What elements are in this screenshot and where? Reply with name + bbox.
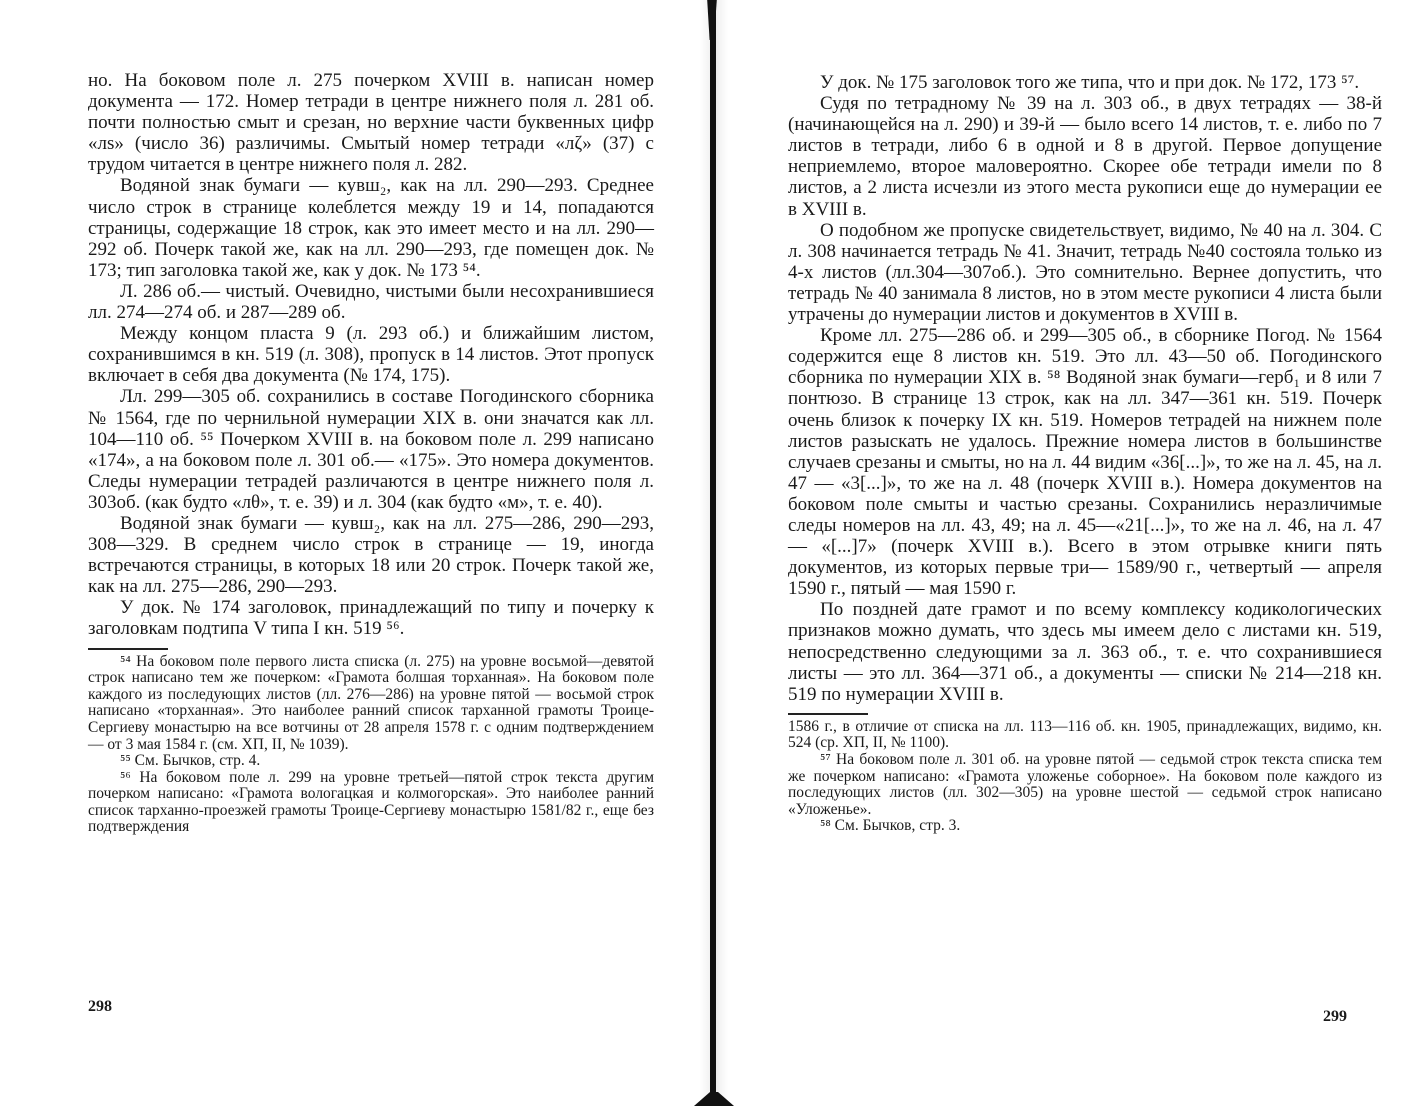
paragraph: Водяной знак бумаги — кувш₂, как на лл. 275—286, 290—293, 308—329. В среднем число строк в странице — 19, иногда встречаются страницы, в которых 18 или 20 строк. Почерк такой же, как на лл. 275—286, 290—293. [88, 512, 654, 598]
right-page-body [788, 72, 1382, 835]
footnote: ⁵⁶ На боковом поле л. 299 на уровне третьей—пятой строк текста другим почерком написано: «Грамота вологацкая и колмогорская». Это наиболее ранний список тарханно-проезжей грамоты Троице-Сергиеву монастырю 1581/82 г., еще без подтверждения [88, 768, 654, 836]
paragraph: но. На боковом поле л. 275 почерком XVIII в. написан номер документа — 172. Номер тетради в центре нижнего поля л. 281 об. почти полностью смыт и срезан, но верхние части буквенных цифр «лѕ» (число 36) различимы. Смытый номер тетради «лζ» (37) с трудом читается в центре нижнего поля л. 282. [88, 70, 654, 176]
footnote: 1586 г., в отличие от списка на лл. 113—116 об. кн. 1905, принадлежащих, видимо, кн. 524 (ср. ХП, II, № 1100). [788, 717, 1382, 752]
footnote: ⁵⁵ См. Бычков, стр. 4. [120, 752, 261, 770]
paragraph: По поздней дате грамот и по всему комплексу кодикологических признаков можно думать, что здесь мы имеем дело с листами кн. 519, непосредственно следующими за л. 363 об., т. е. что сохранившиеся листы — это лл. 364—371 об., а документы — списки № 214—218 кн. 519 по нумерации XVIII в. [788, 599, 1382, 705]
paragraph: Судя по тетрадному № 39 на л. 303 об., в двух тетрадях — 38-й (начинающейся на л. 290) и 39-й — было всего 14 листов, т. е. либо по 7 листов в тетради, либо 6 в одной и 8 в другой. Первое допущение неприемлемо, второе маловероятно. Скорее обе тетради имели по 8 листов, а 2 листа исчезли из этого места рукописи еще до нумерации ее в XVIII в. [788, 93, 1382, 220]
footnote: ⁵⁸ См. Бычков, стр. 3. [820, 817, 961, 835]
paragraph: Лл. 299—305 об. сохранились в составе Погодинского сборника № 1564, где по чернильной нумерации XIX в. они значатся как лл. 104—110 об. ⁵⁵ Почерком XVIII в. на боковом поле л. 299 написано «174», а на боковом поле л. 301 об.— «175». Это номера документов. Следы нумерации тетрадей различаются в центре нижнего поля л. 303об. (как будто «лθ», т. е. 39) и л. 304 (как будто «м», т. е. 40). [88, 386, 654, 513]
paragraph: У док. № 175 заголовок того же типа, что и при док. № 172, 173 ⁵⁷. [820, 72, 1360, 93]
right-page [728, 0, 1427, 1106]
footnote-divider [88, 648, 168, 650]
book-spine [710, 0, 716, 1106]
paragraph: Кроме лл. 275—286 об. и 299—305 об., в сборнике Погод. № 1564 содержится еще 8 листов кн. 519. Это лл. 43—50 об. Погодинского сборника по нумерации XIX в. ⁵⁸ Водяной знак бумаги—герб₁ и 8 или 7 понтюзо. В странице 13 строк, как на лл. 347—361 кн. 519. Почерк очень близок к почерку IX кн. 519. Номеров тетрадей на нижнем поле листов разыскать не удалось. Прежние номера листов в большинстве случаев срезаны и смыты, но на л. 44 видим «36[...]», то же на л. 45, на л. 47 — «3[...]», то же на л. 48 (почерк XVIII в.). Номера документов на боковом поле смыты и частью срезаны. Сохранились неразличимые следы номеров на лл. 43, 49; на л. 45—«21[...]», то же на л. 46, на л. 47 — «[...]7» (почерк XVIII в.). Всего в этом отрывке книги пять документов, из которых первые три— 1589/90 г., четвертый — апреля 1590 г., пятый — мая 1590 г. [788, 325, 1382, 600]
left-page-body [88, 70, 654, 836]
paragraph: О подобном же пропуске свидетельствует, видимо, № 40 на л. 304. С л. 308 начинается тетрадь № 41. Значит, тетрадь №40 состояла только из 4-х листов (лл.304—307об.). Это сомнительно. Вернее допустить, что тетрадь № 40 занимала 8 листов, но в этом месте рукописи 4 листа были утрачены до нумерации листов и документов в XVIII в. [788, 219, 1382, 326]
footnote-divider [788, 713, 868, 715]
page-number: 298 [88, 998, 112, 1015]
paragraph: У док. № 174 заголовок, принадлежащий по типу и почерку к заголовкам подтипа V типа I кн. 519 ⁵⁶. [88, 597, 654, 640]
paragraph: Водяной знак бумаги — кувш₂, как на лл. 290—293. Среднее число строк в странице колеблется между 19 и 14, попадаются страницы, содержащие 18 строк, как это имеет место и на лл. 290—292 об. Почерк такой же, как на лл. 290—293, где помещен док. № 173; тип заголовка такой же, как у док. № 173 ⁵⁴. [88, 175, 654, 281]
paragraph: Между концом пласта 9 (л. 293 об.) и ближайшим листом, сохранившимся в кн. 519 (л. 308), пропуск в 14 листов. Этот пропуск включает в себя два документа (№ 174, 175). [88, 323, 654, 387]
footnote: ⁵⁷ На боковом поле л. 301 об. на уровне пятой — седьмой строк текста списка тем же почерком написано: «Грамота уложенье соборное». На боковом поле каждого из последующих листов (лл. 302—305) на уровне шестой — седьмой строк написано «Уложенье». [788, 751, 1382, 818]
paragraph: Л. 286 об.— чистый. Очевидно, чистыми были несохранившиеся лл. 274—274 об. и 287—289 об. [88, 280, 654, 324]
footnote: ⁵⁴ На боковом поле первого листа списка (л. 275) на уровне восьмой—девятой строк написано тем же почерком: «Грамота болшая торханная». На боковом поле каждого из последующих листов (лл. 276—286) на уровне пятой — восьмой строк написано «торханная». Это наиболее ранний список тарханной грамоты Троице-Сергиеву монастырю на все вотчины от 28 апреля 1578 г. с одним подтверждением — от 3 мая 1584 г. (см. ХП, II, № 1039). [88, 652, 654, 753]
left-page [0, 0, 700, 1106]
page-number: 299 [1323, 1008, 1347, 1025]
